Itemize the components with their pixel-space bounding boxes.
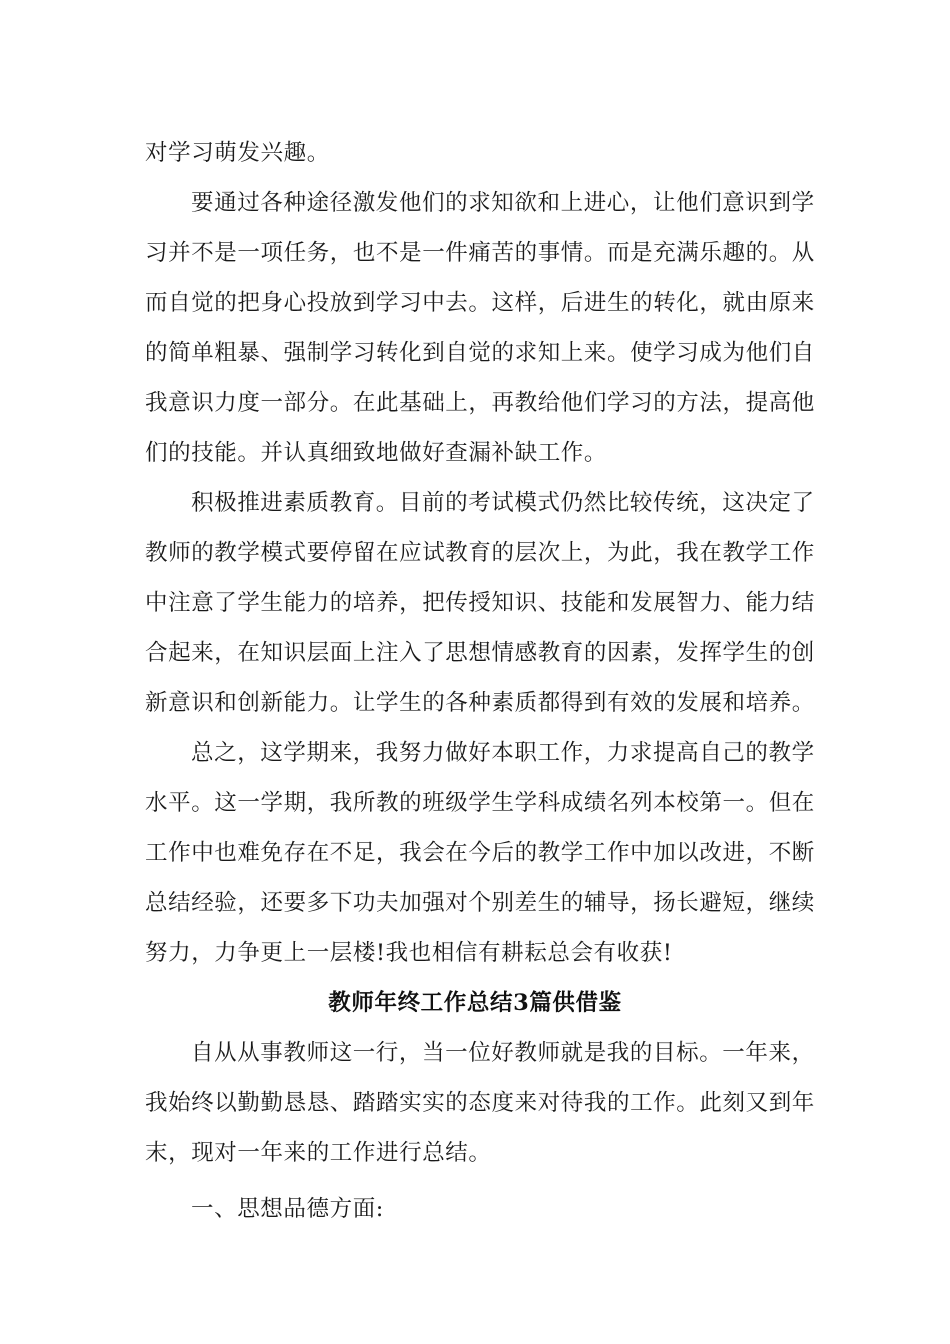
paragraph	[145, 478, 815, 728]
text-line: 合起来，在知识层面上注入了思想情感教育的因素，发挥学生的创	[145, 640, 815, 666]
paragraph	[145, 178, 815, 478]
paragraph	[145, 128, 805, 178]
text-line: 对学习萌发兴趣。	[145, 140, 330, 166]
text-line: 自从从事教师这一行，当一位好教师就是我的目标。一年来，	[191, 1040, 815, 1066]
text-line: 积极推进素质教育。目前的考试模式仍然比较传统，这决定了	[191, 490, 815, 516]
text-line: 我意识力度一部分。在此基础上，再教给他们学习的方法，提高他	[145, 390, 815, 416]
text-line: 的简单粗暴、强制学习转化到自觉的求知上来。使学习成为他们自	[145, 340, 815, 366]
text-line: 我始终以勤勤恳恳、踏踏实实的态度来对待我的工作。此刻又到年	[145, 1090, 815, 1116]
section-title: 教师年终工作总结3篇供借鉴	[328, 990, 622, 1016]
text-line: 新意识和创新能力。让学生的各种素质都得到有效的发展和培养。	[145, 690, 815, 716]
document-body	[145, 128, 815, 1234]
paragraph	[145, 728, 815, 978]
text-line: 工作中也难免存在不足，我会在今后的教学工作中加以改进，不断	[145, 840, 815, 866]
text-line: 总结经验，还要多下功夫加强对个别差生的辅导，扬长避短，继续	[145, 890, 815, 916]
text-line: 总之，这学期来，我努力做好本职工作，力求提高自己的教学	[191, 740, 815, 766]
text-line: 水平。这一学期，我所教的班级学生学科成绩名列本校第一。但在	[145, 790, 815, 816]
text-line: 要通过各种途径激发他们的求知欲和上进心，让他们意识到学	[191, 190, 815, 216]
text-line: 末，现对一年来的工作进行总结。	[145, 1140, 492, 1166]
text-line: 一、思想品德方面:	[191, 1196, 384, 1222]
text-line: 而自觉的把身心投放到学习中去。这样，后进生的转化，就由原来	[145, 290, 815, 316]
section-heading	[145, 1184, 805, 1234]
text-line: 教师的教学模式要停留在应试教育的层次上，为此，我在教学工作	[145, 540, 815, 566]
text-line: 努力，力争更上一层楼!我也相信有耕耘总会有收获!	[145, 940, 673, 966]
text-line: 们的技能。并认真细致地做好查漏补缺工作。	[145, 440, 608, 466]
paragraph	[145, 1028, 815, 1178]
text-line: 中注意了学生能力的培养，把传授知识、技能和发展智力、能力结	[145, 590, 815, 616]
text-line: 习并不是一项任务，也不是一件痛苦的事情。而是充满乐趣的。从	[145, 240, 815, 266]
